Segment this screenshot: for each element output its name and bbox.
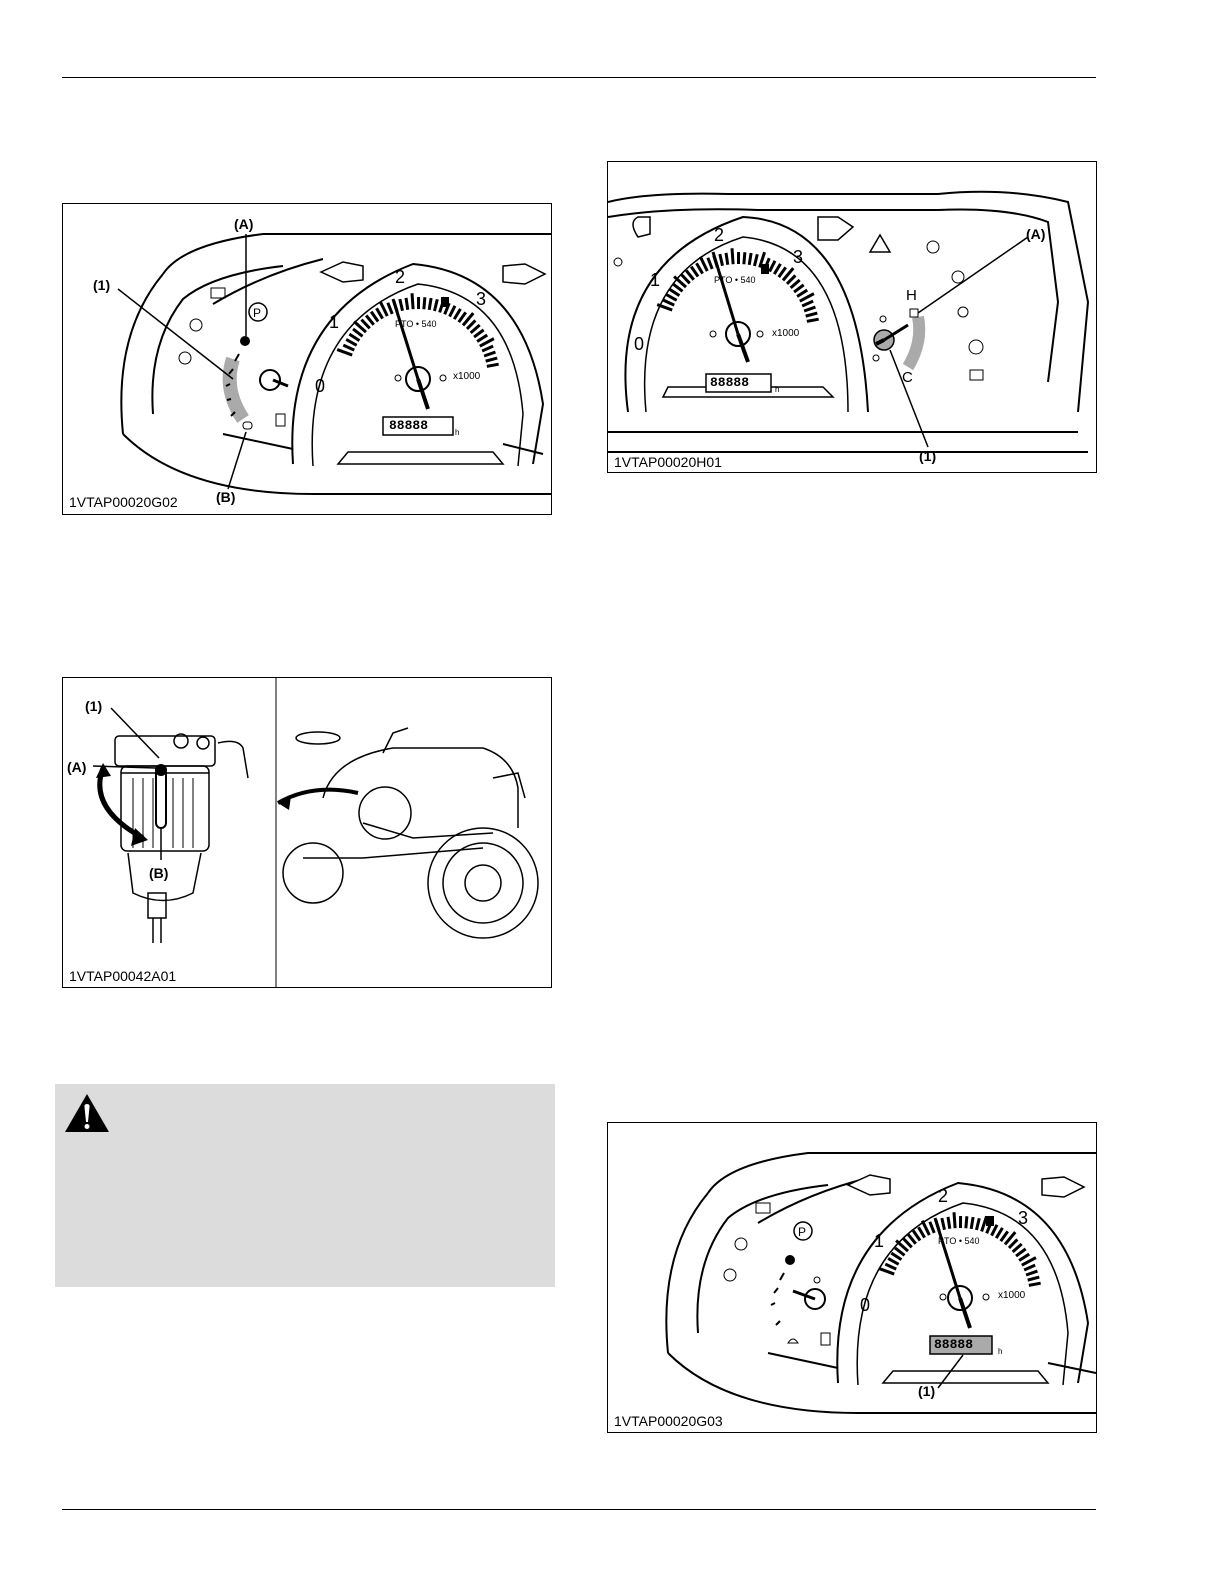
- tach-tick: [720, 254, 723, 266]
- tach-tick: [477, 335, 487, 341]
- tach-tick: [400, 299, 403, 311]
- tach-tick: [942, 1218, 945, 1230]
- fig2-caption: 1VTAP00020H01: [614, 454, 722, 470]
- fig2-temp-h: H: [906, 287, 917, 304]
- figure-fuel-filter: [62, 677, 552, 988]
- tach-tick: [697, 263, 703, 273]
- fig1-x1000-label: x1000: [453, 371, 481, 382]
- fig2-tach-0: 0: [634, 334, 645, 354]
- tach-tick: [377, 308, 383, 318]
- tach-tick: [971, 1217, 973, 1229]
- tach-tick: [484, 352, 495, 356]
- fig4-tach-0: 0: [860, 1295, 871, 1315]
- tach-tick: [1024, 1265, 1035, 1270]
- fig2-x1000-label: x1000: [772, 328, 800, 339]
- tach-tick: [1028, 1277, 1040, 1280]
- top-rule: [62, 77, 1096, 78]
- tach-tick: [787, 275, 795, 284]
- tach-tick: [691, 267, 698, 277]
- svg-text:P: P: [798, 1225, 807, 1239]
- fig2-hour-unit: h: [775, 385, 780, 394]
- tach-tick: [673, 284, 683, 291]
- tach-tick: [804, 307, 815, 311]
- fig4-pto-label: PTO • 540: [938, 1236, 980, 1246]
- fig4-tach-1: 1: [874, 1231, 885, 1251]
- temperature-gauge-illustration: [608, 162, 1096, 472]
- tach-tick: [919, 1227, 925, 1237]
- tach-tick: [459, 312, 466, 322]
- tach-tick: [1001, 1231, 1008, 1241]
- fig1-caption: 1VTAP00020G02: [69, 494, 178, 510]
- warning-box: [55, 1084, 555, 1287]
- tach-tick: [948, 1217, 950, 1229]
- figure-fuel-gauge: [62, 203, 552, 515]
- tach-tick: [802, 301, 813, 306]
- fig1-tach-0: 0: [315, 376, 326, 396]
- fig2-callout-a: (A): [1026, 226, 1046, 242]
- tach-tick: [471, 325, 480, 333]
- tach-tick: [666, 294, 677, 300]
- tach-tick: [1009, 1239, 1017, 1248]
- tach-tick: [349, 334, 359, 341]
- fig3-callout-b: (B): [149, 865, 169, 881]
- tach-tick: [353, 329, 363, 336]
- tach-tick: [486, 358, 498, 361]
- fig1-tach-2: 2: [395, 267, 406, 287]
- fig1-callout-1: (1): [93, 277, 111, 293]
- tach-tick: [895, 1248, 905, 1255]
- fig1-callout-a: (A): [234, 216, 254, 232]
- tach-tick: [1026, 1271, 1037, 1275]
- tach-tick: [1029, 1283, 1041, 1285]
- tach-tick: [992, 1225, 997, 1236]
- tach-tick: [467, 320, 475, 329]
- tach-tick: [388, 303, 392, 314]
- tach-tick: [807, 319, 819, 321]
- tach-tick: [450, 306, 455, 317]
- tach-tick: [913, 1231, 920, 1241]
- fig3-callout-1: (1): [85, 698, 103, 714]
- tach-tick: [366, 315, 374, 324]
- tach-tick: [806, 313, 818, 316]
- figure-hour-meter: [607, 1122, 1097, 1433]
- fig2-temp-c: C: [902, 369, 913, 386]
- fig1-hour-unit: h: [455, 428, 460, 437]
- fig4-hour-unit: h: [998, 1347, 1003, 1356]
- tach-tick: [779, 267, 786, 277]
- tach-tick: [686, 270, 694, 279]
- figure-coolant-gauge: [607, 161, 1097, 473]
- tach-tick: [770, 261, 775, 272]
- fig4-hour-display: 88888: [934, 1337, 974, 1352]
- fig1-tach-1: 1: [329, 312, 340, 332]
- fig4-tach-2: 2: [938, 1186, 949, 1206]
- fig1-callout-b: (B): [216, 489, 236, 505]
- tach-tick: [482, 346, 493, 351]
- tach-tick: [930, 1222, 934, 1233]
- tach-tick: [732, 248, 733, 264]
- tach-tick: [371, 312, 378, 322]
- tach-tick: [424, 297, 425, 309]
- tach-tick: [474, 330, 484, 337]
- tach-tick: [954, 1212, 955, 1228]
- tach-tick: [791, 280, 800, 288]
- dashboard-illustration: [63, 204, 551, 514]
- tach-tick: [1019, 1254, 1029, 1260]
- fig2-tach-1: 1: [650, 270, 661, 290]
- tach-tick: [454, 309, 460, 319]
- tach-tick: [708, 258, 712, 269]
- tach-tick: [982, 1216, 987, 1231]
- tach-tick: [346, 339, 357, 345]
- hour-meter-illustration: [608, 1123, 1096, 1432]
- svg-text:P: P: [253, 306, 262, 320]
- tach-tick: [1016, 1249, 1026, 1256]
- tach-tick: [891, 1253, 901, 1260]
- tach-tick: [749, 253, 751, 265]
- fig4-callout-1: (1): [918, 1383, 936, 1399]
- tach-tick: [885, 1264, 896, 1269]
- fig1-hour-display: 88888: [389, 418, 429, 433]
- tach-tick: [663, 300, 674, 305]
- fig3-caption: 1VTAP00042A01: [69, 968, 177, 984]
- tach-tick: [1013, 1244, 1022, 1252]
- tach-tick: [406, 298, 408, 310]
- tach-tick: [412, 293, 413, 309]
- tach-tick: [794, 285, 804, 292]
- fig2-hour-display: 88888: [710, 375, 750, 390]
- tach-tick: [434, 299, 437, 311]
- tach-tick: [996, 1228, 1002, 1238]
- fig1-tach-3: 3: [476, 289, 487, 309]
- tach-tick: [797, 290, 807, 296]
- tach-tick: [337, 350, 352, 355]
- fig4-tach-3: 3: [1018, 1208, 1029, 1228]
- fig2-callout-1: (1): [919, 448, 937, 464]
- warning-triangle-icon: [63, 1092, 111, 1134]
- tach-tick: [487, 364, 499, 366]
- fig4-caption: 1VTAP00020G03: [614, 1413, 723, 1429]
- fig2-tach-3: 3: [793, 247, 804, 267]
- tach-tick: [879, 1269, 894, 1274]
- tach-tick: [908, 1234, 916, 1243]
- tach-tick: [429, 298, 431, 310]
- tach-tick: [681, 275, 689, 284]
- tach-tick: [774, 264, 780, 274]
- tach-tick: [966, 1216, 967, 1228]
- tach-tick: [976, 1218, 979, 1230]
- tach-tick: [744, 252, 745, 264]
- fig4-x1000-label: x1000: [998, 1290, 1026, 1301]
- fig1-pto-label: PTO • 540: [395, 319, 437, 329]
- fig2-pto-label: PTO • 540: [714, 275, 756, 285]
- tach-tick: [726, 253, 728, 265]
- bottom-rule: [62, 1509, 1096, 1510]
- tach-tick: [903, 1239, 911, 1248]
- fig3-callout-a: (A): [67, 759, 87, 775]
- tach-tick: [888, 1258, 899, 1264]
- tach-tick: [669, 289, 679, 296]
- fig2-tach-2: 2: [714, 225, 725, 245]
- tach-tick: [343, 345, 354, 350]
- tach-tick: [754, 254, 757, 266]
- fuel-filter-illustration: [63, 678, 551, 987]
- tach-tick: [361, 320, 369, 329]
